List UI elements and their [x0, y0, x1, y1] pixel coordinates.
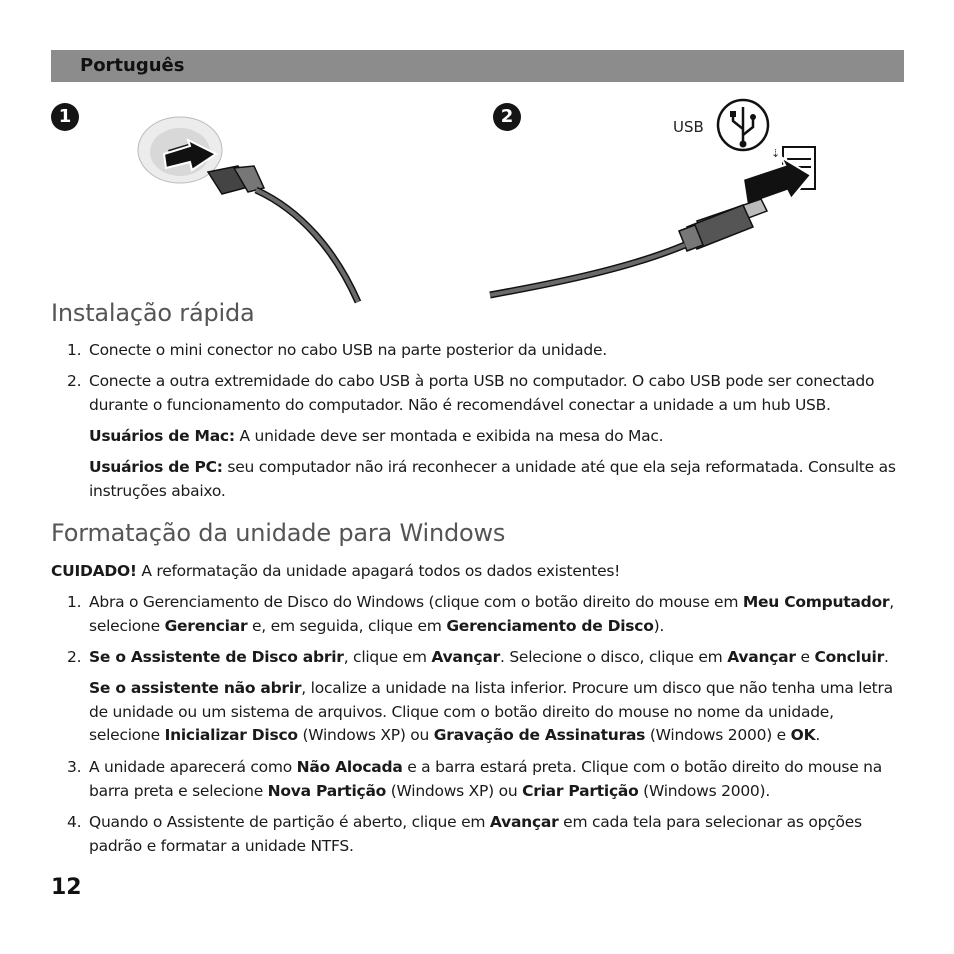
text-run: . Selecione o disco, clique em [499, 648, 728, 666]
bold-run: Concluir [814, 648, 884, 666]
bold-run: Se o Assistente de Disco abrir [89, 648, 344, 666]
text-run: , localize a unidade na lista inferior. Procure um disco que não tenha uma letra de unidade ou um sistema de arquivos. Clique com o botão direito do mouse no nome da unidade, selecione [89, 679, 893, 744]
text-run: e, em seguida, clique em [247, 616, 447, 635]
text-run: em cada tela para selecionar as opções padrão e formatar a unidade NTFS. [89, 813, 862, 855]
text-run: Quando o Assistente de partição é aberto, clique em [89, 813, 490, 831]
pc-users-label: Usuários de PC: [89, 458, 223, 476]
bold-run: Meu Computador [742, 593, 890, 611]
caution-note [51, 560, 901, 584]
pc-users-text: seu computador não irá reconhecer a unidade até que ela seja reformatada. Consulte as instruções abaixo. [89, 458, 896, 500]
usb-symbol-dot [740, 141, 747, 148]
usb-port-label: USB [673, 118, 704, 136]
bold-run: Avançar [489, 813, 559, 831]
item-number: 3. [67, 758, 82, 776]
bold-run: Nova Partição [267, 781, 387, 800]
item-text: Conecte o mini conector no cabo USB na parte posterior da unidade. [89, 341, 607, 359]
bold-run: OK [790, 726, 816, 744]
text-run: (Windows XP) ou [297, 726, 434, 744]
bold-run: Avançar [727, 648, 796, 666]
mini-usb-connection-illustration [130, 110, 370, 305]
item-text [89, 811, 901, 858]
page-number: 12 [51, 875, 82, 900]
bold-run: Não Alocada [296, 758, 403, 776]
text-run: ). [653, 616, 665, 635]
bold-run: Gerenciamento de Disco [446, 616, 654, 635]
text-run: Abra o Gerenciamento de Disco do Windows (clique com o botão direito do mouse em [89, 593, 743, 611]
usb-cable-outline [490, 245, 685, 295]
caution-label: CUIDADO! [51, 562, 137, 580]
item-text [89, 646, 901, 670]
quick-install-title: Instalação rápida [51, 299, 255, 327]
usb-cable-outline [256, 190, 358, 302]
item-number: 2. [67, 372, 82, 390]
item-number: 4. [67, 813, 82, 831]
bold-run: Inicializar Disco [164, 726, 298, 744]
text-run: (Windows 2000) e [645, 726, 791, 744]
item-number: 1. [67, 341, 82, 359]
caution-text: A reformatação da unidade apagará todos os dados existentes! [136, 562, 621, 580]
usb-symbol-round [750, 114, 756, 120]
text-run: A unidade aparecerá como [89, 758, 297, 776]
item-text [89, 756, 901, 803]
mac-users-text: A unidade deve ser montada e exibida na mesa do Mac. [234, 427, 664, 445]
text-run: , clique em [343, 648, 432, 666]
bold-run: Se o assistente não abrir [89, 679, 302, 697]
mac-users-label: Usuários de Mac: [89, 427, 235, 445]
usb-cable [256, 190, 358, 302]
text-run: , selecione [89, 593, 894, 635]
text-run: e [795, 648, 815, 666]
item-text [89, 591, 901, 638]
language-title: Português [80, 55, 185, 76]
mac-users-note [89, 425, 904, 449]
pc-users-note [89, 456, 904, 503]
bold-run: Gravação de Assinaturas [433, 726, 646, 744]
text-run: (Windows 2000). [638, 781, 771, 800]
language-header-bar [51, 50, 904, 82]
usb-port-connection-illustration [485, 95, 825, 305]
usb-symbol-square [730, 111, 736, 117]
formatting-title: Formatação da unidade para Windows [51, 519, 506, 547]
step-1-badge: 1 [51, 103, 79, 131]
small-usb-icon: ⇣ [771, 147, 781, 160]
bold-run: Avançar [431, 648, 500, 666]
bold-run: Gerenciar [164, 616, 248, 635]
item-number: 2. [67, 648, 82, 666]
item-text: Conecte a outra extremidade do cabo USB à porta USB no computador. O cabo USB pode ser conectado durante o funcionamento do computador. Não é recomendável conectar a unidade a um hub USB. [89, 372, 875, 414]
bold-run: Criar Partição [522, 781, 639, 800]
text-run: . [815, 726, 821, 744]
step-2-badge: 2 [493, 103, 521, 131]
text-run: (Windows XP) ou [386, 781, 523, 800]
text-run: e a barra estará preta. Clique com o botão direito do mouse na barra preta e selecione [89, 758, 883, 800]
text-run: . [884, 648, 889, 666]
step-2-alternative [89, 677, 904, 748]
item-number: 1. [67, 593, 82, 611]
